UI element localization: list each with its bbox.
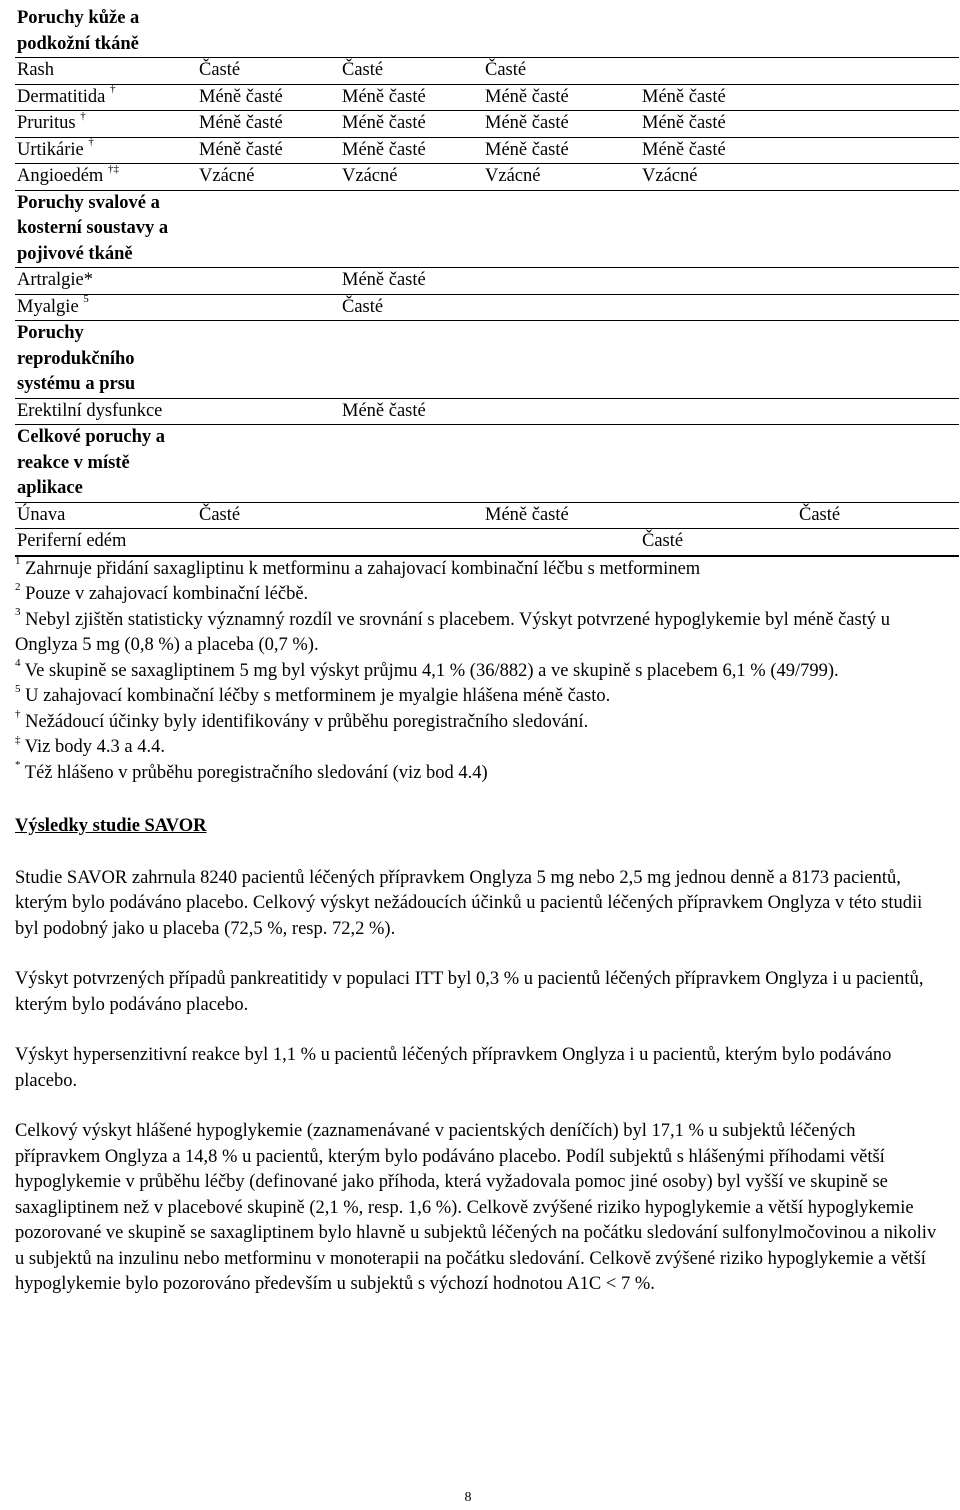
frequency-cell <box>897 398 959 425</box>
reaction-footnote-mark: 5 <box>83 293 89 306</box>
frequency-cell: Méně časté <box>640 111 797 138</box>
frequency-cell: Méně časté <box>197 84 340 111</box>
frequency-cell <box>897 84 959 111</box>
frequency-cell <box>897 137 959 164</box>
reaction-label: Rash <box>17 60 54 80</box>
section-paragraphs <box>15 866 945 1298</box>
footnote-mark: 1 <box>15 555 21 568</box>
footnote <box>15 608 945 659</box>
frequency-cell <box>797 137 897 164</box>
reaction-label: Artralgie* <box>17 270 94 290</box>
frequency-cell <box>797 111 897 138</box>
reaction-label-cell <box>15 58 197 85</box>
footnote-mark: † <box>15 708 21 721</box>
footnote-text: Zahrnuje přidání saxagliptinu k metforminu a zahajovací kombinační léčbu s metforminem <box>25 558 701 579</box>
document-page <box>15 6 945 1323</box>
category-spacer <box>197 321 959 399</box>
frequency-cell: Méně časté <box>483 111 640 138</box>
frequency-cell <box>797 529 897 556</box>
frequency-cell <box>640 268 797 295</box>
frequency-cell <box>197 294 340 321</box>
adverse-reactions-table <box>15 6 959 557</box>
frequency-cell: Časté <box>197 502 340 529</box>
frequency-cell <box>197 529 340 556</box>
footnote <box>15 710 945 736</box>
reaction-label: Periferní edém <box>17 531 127 551</box>
reaction-label-cell <box>15 268 197 295</box>
frequency-cell <box>797 294 897 321</box>
frequency-cell <box>797 398 897 425</box>
frequency-cell: Méně časté <box>197 137 340 164</box>
footnote-text: Též hlášeno v průběhu poregistračního sledování (viz bod 4.4) <box>24 762 488 783</box>
frequency-cell: Méně časté <box>640 84 797 111</box>
table-category-row <box>15 190 959 268</box>
frequency-cell: Méně časté <box>483 502 640 529</box>
frequency-cell <box>797 164 897 191</box>
category-label: Poruchy svalové a kosterní soustavy a pojivové tkáně <box>15 190 197 268</box>
frequency-cell: Méně časté <box>640 137 797 164</box>
reaction-label-cell <box>15 84 197 111</box>
frequency-cell <box>897 529 959 556</box>
category-spacer <box>197 425 959 503</box>
category-spacer <box>197 6 959 58</box>
footnote-mark: 5 <box>15 682 21 695</box>
reaction-label-cell <box>15 164 197 191</box>
frequency-cell <box>797 84 897 111</box>
frequency-cell: Méně časté <box>197 111 340 138</box>
page-number: 8 <box>464 1490 472 1505</box>
category-label: Poruchy reprodukčního systému a prsu <box>15 321 197 399</box>
body-paragraph: Studie SAVOR zahrnula 8240 pacientů léčených přípravkem Onglyza 5 mg nebo 2,5 mg jednou denně a 8173 pacientů, kterým bylo podáváno placebo. Celkový výskyt nežádoucích účinků u pacientů léčených přípravkem Onglyza v této studii byl podobný jako u placeba (72,5 %, resp. 72,2 %). <box>15 867 923 939</box>
reaction-label-cell <box>15 502 197 529</box>
table-row <box>15 529 959 556</box>
footnote <box>15 582 945 608</box>
reaction-label: Erektilní dysfunkce <box>17 400 163 421</box>
frequency-cell: Vzácné <box>640 164 797 191</box>
frequency-cell: Méně časté <box>340 268 483 295</box>
table-row <box>15 268 959 295</box>
frequency-cell <box>897 111 959 138</box>
footnote-text: Nebyl zjištěn statisticky významný rozdíl ve srovnání s placebem. Výskyt potvrzené hypoglykemie byl méně častý u Onglyza 5 mg (0,8 %) a placeba (0,7 %). <box>15 609 890 655</box>
category-label: Poruchy kůže a podkožní tkáně <box>17 8 140 54</box>
frequency-cell <box>340 529 483 556</box>
reaction-label: Únava <box>17 504 66 525</box>
reaction-footnote-mark: † <box>80 109 86 122</box>
table-category-row <box>15 425 959 503</box>
table-row <box>15 58 959 85</box>
footnotes <box>15 557 945 787</box>
reaction-footnote-mark: † <box>109 83 116 96</box>
footnote-mark: 4 <box>15 657 21 670</box>
table-row <box>15 84 959 111</box>
reaction-label-cell <box>15 137 197 164</box>
frequency-cell: Vzácné <box>483 164 640 191</box>
body-paragraph: Výskyt hypersenzitivní reakce byl 1,1 % u pacientů léčených přípravkem Onglyza i u pacientů, kterým bylo podáváno placebo. <box>15 1045 892 1091</box>
table-row <box>15 398 959 425</box>
frequency-cell: Časté <box>197 58 340 85</box>
frequency-cell <box>483 398 640 425</box>
frequency-cell <box>640 58 797 85</box>
footnote <box>15 735 945 761</box>
footnote-text: Nežádoucí účinky byly identifikovány v průběhu poregistračního sledování. <box>25 711 589 732</box>
footnote <box>15 557 945 583</box>
frequency-cell <box>640 294 797 321</box>
frequency-cell <box>340 502 483 529</box>
frequency-cell: Méně časté <box>340 111 483 138</box>
frequency-cell <box>797 268 897 295</box>
frequency-cell: Méně časté <box>340 398 483 425</box>
frequency-cell <box>640 502 797 529</box>
frequency-cell <box>640 398 797 425</box>
reaction-label: Angioedém <box>17 166 104 186</box>
table-row <box>15 502 959 529</box>
reaction-label: Dermatitida <box>17 86 106 107</box>
frequency-cell: Méně časté <box>483 137 640 164</box>
frequency-cell <box>197 268 340 295</box>
reaction-footnote-mark: † <box>88 136 94 149</box>
frequency-cell <box>897 164 959 191</box>
frequency-cell: Vzácné <box>197 164 340 191</box>
footnote <box>15 684 945 710</box>
frequency-cell: Méně časté <box>340 137 483 164</box>
reaction-label-cell <box>15 294 197 321</box>
table-row <box>15 111 959 138</box>
category-spacer <box>197 190 959 268</box>
footnote-mark: 2 <box>15 580 21 593</box>
table-category-row <box>15 321 959 399</box>
frequency-cell: Méně časté <box>340 84 483 111</box>
table-row <box>15 137 959 164</box>
body-paragraph: Celkový výskyt hlášené hypoglykemie (zaznamenávané v pacientských deníčích) byl 17,1 % u subjektů léčených přípravkem Onglyza a 14,8 % u pacientů, kterým bylo podáváno placebo. Podíl subjektů s hlášenými příhodami větší hypoglykemie v průběhu léčby (definované jako příhoda, která vyžadovala pomoc jiné osoby) byl vyšší ve skupině se saxagliptinem než v placebové skupině (2,1 %, resp. 1,6 %). Celkově zvýšené riziko hypoglykemie a větší hypoglykemie pozorované ve skupině se saxagliptinem bylo hlavně u subjektů léčených na počátku sledování sulfonylmočovinou a nikoliv u subjektů na inzulinu nebo metforminu v monoterapii na počátku sledování. Celkově zvýšené riziko hypoglykemie a větší hypoglykemie bylo pozorováno především u subjektů s výchozí hodnotou A1C < 7 %. <box>15 1121 937 1294</box>
reaction-footnote-mark: †‡ <box>107 162 119 175</box>
reaction-label-cell <box>15 529 197 556</box>
table-category-row <box>15 6 959 58</box>
body-paragraph: Výskyt potvrzených případů pankreatitidy v populaci ITT byl 0,3 % u pacientů léčených přípravkem Onglyza i u pacientů, kterým bylo podáváno placebo. <box>15 969 924 1015</box>
frequency-cell <box>197 398 340 425</box>
footnote-text: Viz body 4.3 a 4.4. <box>24 737 165 757</box>
footnote <box>15 659 945 685</box>
reaction-label: Urtikárie <box>17 139 84 160</box>
frequency-cell: Časté <box>640 529 797 556</box>
reaction-label-cell <box>15 398 197 425</box>
footnote-text: U zahajovací kombinační léčby s metforminem je myalgie hlášena méně často. <box>25 686 611 706</box>
frequency-cell: Časté <box>797 502 897 529</box>
footnote-mark: 3 <box>15 606 21 619</box>
reaction-label: Myalgie <box>17 296 79 317</box>
footnote-mark: * <box>15 759 21 772</box>
footnote-mark: ‡ <box>15 733 21 746</box>
section-heading: Výsledky studie SAVOR <box>15 816 207 836</box>
reaction-label-cell <box>15 111 197 138</box>
adverse-reactions-table-body <box>15 6 959 556</box>
footnote-text: Ve skupině se saxagliptinem 5 mg byl výskyt průjmu 4,1 % (36/882) a ve skupině s placebem 6,1 % (49/799). <box>24 660 839 681</box>
frequency-cell <box>897 502 959 529</box>
table-row <box>15 164 959 191</box>
frequency-cell <box>483 268 640 295</box>
frequency-cell: Časté <box>340 58 483 85</box>
reaction-label: Pruritus <box>17 113 76 133</box>
category-label: Celkové poruchy a reakce v místě aplikace <box>15 425 197 503</box>
frequency-cell <box>897 268 959 295</box>
table-row <box>15 294 959 321</box>
frequency-cell <box>483 529 640 556</box>
frequency-cell: Časté <box>340 294 483 321</box>
footnote-text: Pouze v zahajovací kombinační léčbě. <box>25 584 309 604</box>
frequency-cell <box>797 58 897 85</box>
frequency-cell <box>897 294 959 321</box>
frequency-cell <box>483 294 640 321</box>
frequency-cell <box>897 58 959 85</box>
frequency-cell: Vzácné <box>340 164 483 191</box>
frequency-cell: Méně časté <box>483 84 640 111</box>
footnote <box>15 761 945 787</box>
frequency-cell: Časté <box>483 58 640 85</box>
